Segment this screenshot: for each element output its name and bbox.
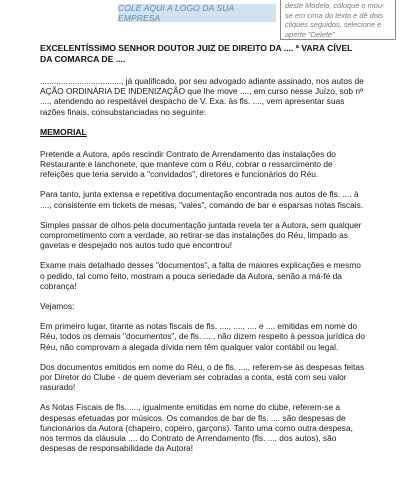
body-paragraph: Dos documentos emitidos em nome do Réu, o de fls. ...., referem-se às despesas feitas por Diretor do Clube - de quem deveriam ser cobradas a conta, está com seu valor rasurado!: [40, 361, 365, 393]
body-paragraph: As Notas Fiscais de fls. ...., igualmente emitidas em nome do clube, referem-se a despesas efetuadas por músicos. Os comandos de bar de fls. .... são despesas de funcionários da Autora (chapeiro, copeiro, garçons). Tanto uma como outra despesa, nos termos da cláusula .... do Contrato de Arrendamento (fls. .... dos autos), são despesas de responsabilidade da Autora!: [40, 402, 353, 454]
body-paragraph: Vejamos:: [40, 301, 75, 312]
body-paragraph: Simples passar de olhos pela documentação juntada revela ter a Autora, sem qualquer comprometimento com a verdade, ao retirar-se das instalações do Réu, limpado as gavetas e despejado nos autos tudo que encontrou!: [40, 219, 362, 251]
memorial-title: MEMORIAL: [40, 126, 87, 137]
body-paragraph: Pretende a Autora, após rescindir Contrato de Arrendamento das instalações do Restaurante e lanchonete, que manteve com o Réu, cobrar o ressarcimento de refeições que teria servido a "convidados", diretores e funcionários do Réu.: [40, 148, 336, 180]
document-heading: EXCELENTÍSSIMO SENHOR DOUTOR JUIZ DE DIREITO DA .... ª VARA CÍVEL DA COMARCA DE ....: [40, 43, 353, 64]
body-paragraph: Para tanto, junta extensa e repetitiva documentação encontrada nos autos de fls. .... à ...., consistente em tickets de mesas, "vales", comando de bar e esparsas notas fiscais.: [40, 189, 364, 210]
model-instructions-note: deste Modelo, coloque o mou-se em cima do texto e dê dois cliques seguidos, selecione e aperte "Delete": [280, 0, 396, 40]
body-paragraph: Exame mais detalhado desses "documentos", a falta de maiores explicações e mesmo o pedido, tal como feito, mostram a pouca seriedade da Autora, senão a má-fé da cobrança!: [40, 260, 361, 291]
body-paragraph: Em primeiro lugar, tirante as notas fiscais de fls. ...., ...., .... e .... emitidas em nome do Réu, todos os demais "documentos", de fls. ...., não dizem respeito à pessoa jurídica do Réu, não comprovam a alegada dívida nem têm qualquer valor contábil ou legal.: [40, 321, 366, 352]
document-body: [40, 43, 366, 453]
logo-placeholder: COLE AQUI A LOGO DA SUA EMPRESA: [118, 4, 276, 22]
intro-paragraph: ..................................., já qualificado, por seu advogado adiante assinado, nos autos de AÇÃO ORDINÁRIA DE INDENIZAÇÃO que lhe move ...., em curso nesse Juízo, sob nº ...., atendendo ao respeitável despacho de V. Exa. às fls. ...., vem apresentar suas razões finais, consubstanciadas no seguinte:: [40, 76, 364, 117]
